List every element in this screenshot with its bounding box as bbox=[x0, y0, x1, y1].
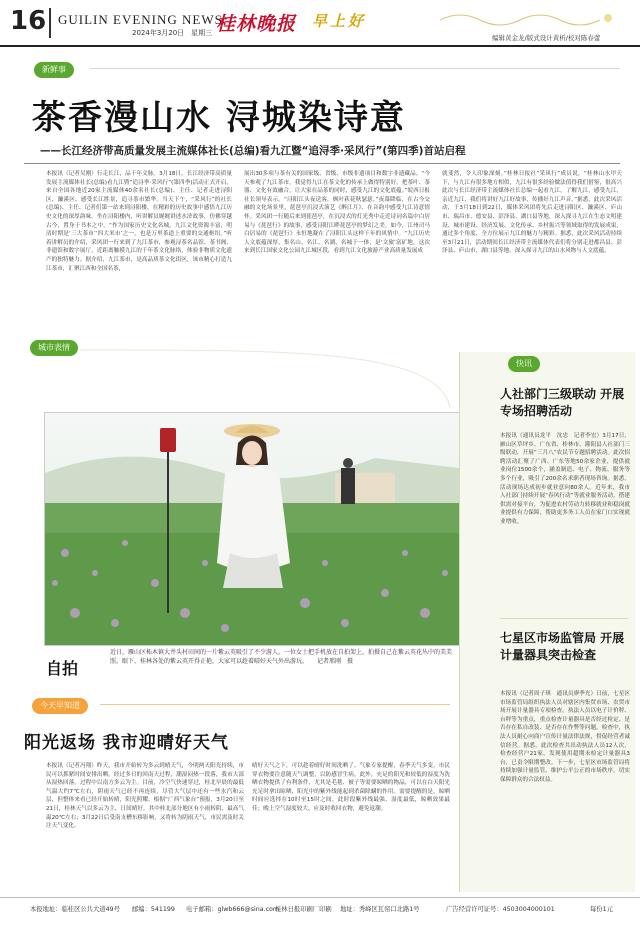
flash-item-2-title: 七星区市场监管局 开展计量器具突击检查 bbox=[500, 631, 625, 662]
footer-license: 广告经营许可证号：4503004000101 bbox=[446, 906, 555, 913]
decorative-curve bbox=[20, 348, 460, 408]
weather-headline: 阳光返场 我市迎晴好天气 bbox=[24, 733, 229, 753]
ornament-graphic bbox=[440, 8, 620, 28]
section-logo: 早上好 bbox=[312, 12, 367, 30]
masthead bbox=[0, 0, 640, 46]
footer-price: 每份1元 bbox=[590, 906, 613, 913]
masthead-divider bbox=[49, 8, 51, 38]
section-tag-city: 城市表情 bbox=[30, 340, 78, 356]
footer-printer: 桂林日报印刷厂印刷 bbox=[275, 906, 332, 913]
flash-item-1-title: 人社部门三级联动 开展专场招聘活动 bbox=[500, 387, 625, 418]
selfie-photo bbox=[44, 412, 460, 646]
weather-column-1: 本报讯（记者冯翔）昨天，我市开始转为多云到晴天气，今明两天阳光持续，市民可以抓紧时间安排出晒。经过多日的回南天过程，潮湿闷热一段落，我市大部从湿热回落，过程中以南方多云为主。目前，冷空气快速穿过，桂北早晨的最低气温大约7℃左右，阴雨天气已经不再连续，尽管大气层中还有一些水汽和云层，但整体来看已经开始转晴，阳光照耀。根据“广西气象台”预报，3月20日至21日，桂林天气以多云为主，日间晴好。其中桂北部分地区有小雨转阴，最高气温20℃左右；3月22日后受南支槽东移影响，又将转为阴雨天气，市民需及时关注天气变化。 bbox=[46, 763, 244, 830]
section-tag-flash: 快讯 bbox=[508, 356, 540, 372]
flash-item-1-body: 本报讯（通讯员龙平 沈忠 记者李宏）3月17日，雁山区草坪乡、广东省、桂林市、灌阳县人社部门三级联动，开展“三月八”农民节专题招聘活动。此次招聘活动汇聚了广西、广东等地50余家企业，提供就业岗位1500余个，涵盖制造、电子、物流、服务等多个行业，吸引了200余名求职者现场咨询。据悉，活动现场达成初步就业意向80余人。近年来，我市人社部门持续开展“春风行动”等就业服务活动，搭建供需对接平台，为促进农村劳动力转移就业和稳岗就业提供有力保障，帮助更多务工人员在家门口实现就业增收。 bbox=[500, 433, 630, 525]
issue-date: 2024年3月20日 星期三 bbox=[132, 29, 213, 37]
photo-caption: 近日，雁山区柘木镇大井头村田间的一片紫云英吸引了不少游人。一位女士把手机放在自拍架上，拍摄自己在紫云英花丛中的美美照。眼下，桂林各处的紫云英开得正艳，大家可以趁着晴好天气外出游玩。 记者邢刚 摄 bbox=[110, 649, 453, 665]
editor-credits: 编辑黄金龙/版式设计黄析/校对陈春蕾 bbox=[492, 34, 601, 42]
lead-subhead: ——长江经济带高质量发展主流媒体社长(总编)看九江暨“追浔季·采风行”(第四季)首站启程 bbox=[40, 145, 466, 157]
page-number: 16 bbox=[10, 6, 47, 36]
paper-logo: 桂林晚报 bbox=[216, 13, 297, 35]
weather-column-2: 晴好天气之下，可以趁着晴好时间洗晒了。气象专家提醒，春季天气多变，市民穿衣物要注意随天气调整，以防感冒生病。此外，充足的阳光和较低的湿度为洗晒衣物提供了有利条件，尤其是毛毯、被子等需要晾晒的物品，可以在白天阳光充足时拿出晾晒，阳光中的紫外线能起到杀菌除螨的作用。需要提醒的是，晾晒时间应选择在10时至15时之间，此时段紫外线最强、湿度最低，晾晒效果最佳；晚上空气湿度较大，应及时收回衣物，避免返潮。 bbox=[252, 763, 450, 812]
weather-rule bbox=[100, 704, 450, 705]
section-tag-news: 新鲜事 bbox=[34, 62, 74, 78]
photo-title: 自拍 bbox=[46, 659, 79, 678]
section-rule bbox=[90, 68, 620, 69]
lead-column-3: 就斐然，令人印象深刻。”桂林日报社“采风行”成员说，“桂林山水甲天下，与九江有很多地方相似，九江有很多经验做法值得我们借鉴，很高兴此次与长江经济带主流媒体社长总编一起看九江，了解九江，感受九江，亲近九江，我们将讲好九江好故事，传播好九江声音。”据悉，此次采风活动，于3月18日到22日，媒体采风团将先后走进浔阳区、濂溪区、庐山市、瑞昌市、德安县、彭泽县、湖口县等地，深入探寻九江在生态文明建设、城市建设、经济发展、文化传承、乡村振兴等领域取得的发展成果，通过多个角度、全方位展示九江的魅力与精彩。据悉，此次采风活动持续至3月21日，活动期间长江经济带主流媒体代表们将分别走进都昌县、彭泽县、庐山市、湖口县等地，深入探寻九江的山水风物与人文底蕴。 bbox=[442, 171, 622, 255]
footer-address: 本报地址：临桂区公共大道49号 bbox=[30, 906, 120, 913]
paper-name-english: GUILIN EVENING NEWS bbox=[58, 12, 223, 27]
section-tag-weather: 今天早知道 bbox=[32, 698, 88, 714]
footer-postcode: 邮编：541199 bbox=[132, 906, 175, 913]
footer-email: 电子邮箱：glwb666@sina.com bbox=[186, 906, 280, 913]
flash-news-sidebar bbox=[459, 352, 635, 892]
footer-printer-address: 地址：秀峰区瓦窑口北路1号 bbox=[340, 906, 420, 913]
lead-column-2: 展出30多项与茶有关的国家级、省级、市级非遗项目和数字非遗藏品。“今天参观了九江茶市，我觉得九江在茶文化的传承上做得特别好，把茶叶、茶器、文化有效融合，让大家在品茶的同时，感受九江的文化底蕴。”皖西日报社长领导表示。“浔阳江头夜送客，枫叶荻花秋瑟瑟。”夜幕降临，在古今交融的文化场景里，琵琶亭沉浸式演艺《醉江月》，在音韵中感受九江诗意情怀。采风团一行随后来到琵琶亭，在沉浸式的灯光秀中走近诗词名篇中白居易与《琵琶行》的故事，感受浔阳江畔琵琶亭的梦幻之美。如今，江州司马白居易的《琵琶行》永恒地凝在了浔阳江头这样千年的风情中。“九江历史人文底蕴深厚，集名山、名江、名湖、名城于一体，是‘文旅’富矿地，这次来到长江国家文化公园九江城区段，看到九江文化旅游产业高质量发展成 bbox=[244, 171, 430, 255]
lead-rule bbox=[24, 163, 620, 164]
flash-item-2-body: 本报讯（记者周子琪 通讯员廖季光）日前，七星区市场监管局组织执法人员对辖区内集贸市场、农贸市场开展计量器具专项检查。执法人员以电子计价秤、台秤等为重点，重点检查计量器具是否经过检定、是否存在私自改装、是否存在作弊等问题。检查中，执法人员耐心向商户宣传计量法律法规，督促经营者诚信经营。据悉，此次检查共出动执法人员12人次，检查经营户21家，发现使用超期未检定计量器具3台，已责令限期整改。下一步，七星区市场监管局将持续加强计量监管，维护公平公正的市场秩序，切实保障群众的合法权益。 bbox=[500, 691, 630, 783]
lead-headline: 茶香漫山水 浔城染诗意 bbox=[32, 98, 406, 138]
masthead-rule bbox=[0, 45, 640, 47]
lead-column-1: 本报讯（记者吴刚）行走长江，品千年文脉。3月18日，长江经济带高质量发展主流媒体社长(总编)看九江暨“追浔季·采风行”(第四季)活动正式开启，来自全国各地近20家主流媒体40余名社长(总编)、主任、记者走进浔阳区、濂溪区、感受长江胜景，追寻茶市繁华。当天下午，“采风行”的社长(总编)、主任、记者们第一站来到浔阳楼，在精彩的历史故事中感悟九江历史文化的深厚韵味。坐在浔阳楼内，听讲解员娓娓讲述水浒故事，仿佛穿越古今，置身于书本之中。“作为国家历史文化名城，九江文化资源丰富，明清时期是‘三大茶市’‘四大米市’之一，也是万里茶道上重要的交通枢纽。”听着讲解员的介绍，采风团一行来到了九江茶市，参观浔茶名品馆、茶书阁、非遗馆和数字展厅，近距离触摸九江的千年茶文化脉络，体验非物质文化遗产的独特魅力。据介绍，九江茶市，是高品质茶文化街区，该市精心打造九江茶市，汇聚江西和全国名茶， bbox=[46, 171, 232, 272]
flash-divider bbox=[500, 618, 628, 619]
